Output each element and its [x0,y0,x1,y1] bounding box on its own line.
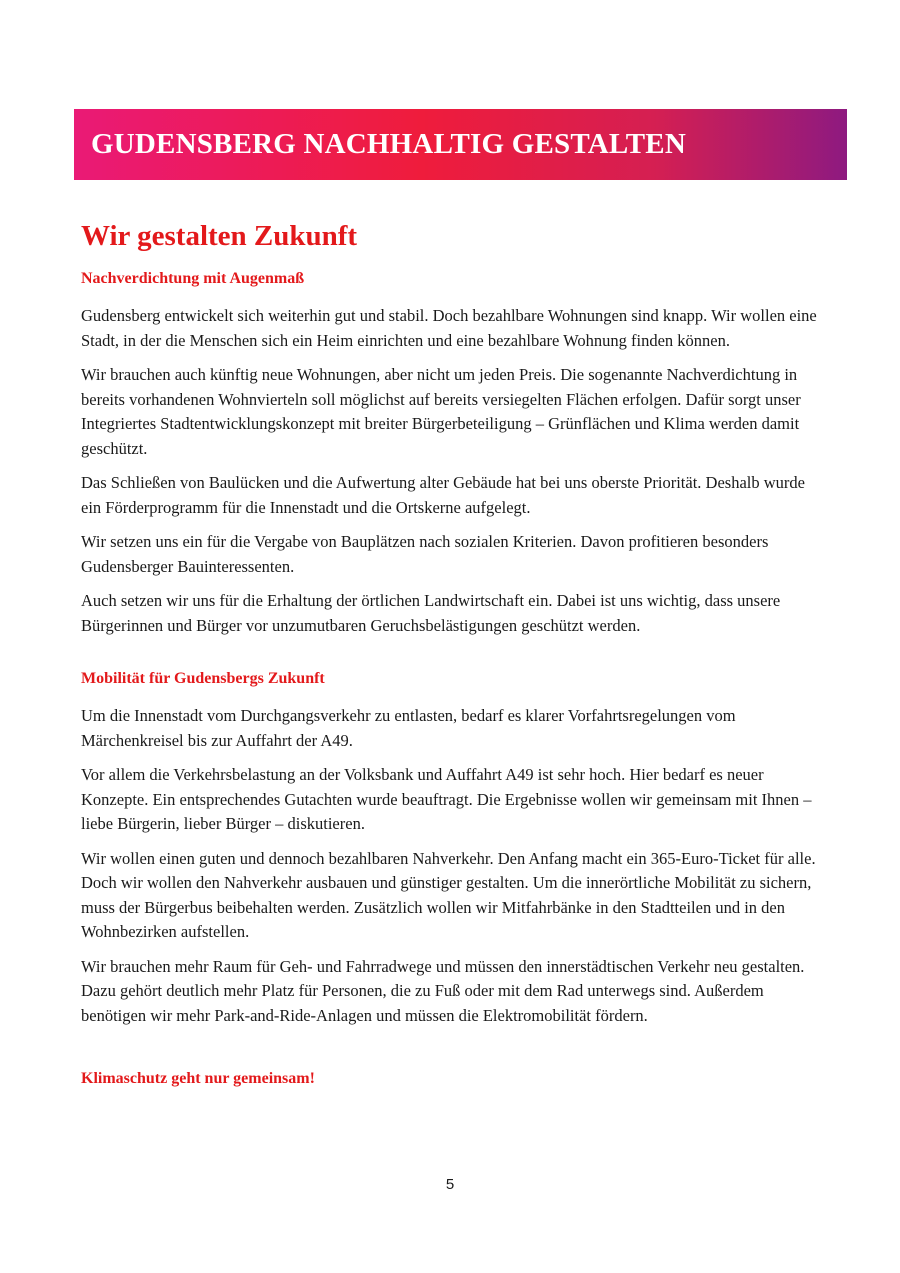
paragraph: Wir wollen einen guten und dennoch bezahlbaren Nahverkehr. Den Anfang macht ein 365-Euro-Ticket für alle. Doch wir wollen den Nahverkehr ausbauen und günstiger gestalten. Um die innerörtliche Mobilität zu sichern, muss der Bürgerbus beibehalten werden. Zusätzlich wollen wir Mitfahrbänke in den Stadtteilen und in den Wohnbezirken aufstellen. [81,848,816,941]
section-heading: Mobilität für Gudensbergs Zukunft [81,670,325,687]
paragraph: Auch setzen wir uns für die Erhaltung der örtlichen Landwirtschaft ein. Dabei ist uns wichtig, dass unsere Bürgerinnen und Bürger vor unzumutbaren Geruchsbelästigungen geschützt werden. [81,591,781,635]
paragraph: Gudensberg entwickelt sich weiterhin gut und stabil. Doch bezahlbare Wohnungen sind knapp. Wir wollen eine Stadt, in der die Menschen sich ein Heim einrichten und eine bezahlbare Wohnung finden können. [81,306,817,350]
paragraph: Vor allem die Verkehrsbelastung an der Volksbank und Auffahrt A49 ist sehr hoch. Hier bedarf es neuer Konzepte. Ein entsprechendes Gutachten wurde beauftragt. Die Ergebnisse wollen wir gemeinsam mit Ihnen – liebe Bürgerin, lieber Bürger – diskutieren. [81,765,812,833]
section-nachverdichtung [81,268,821,638]
paragraph: Das Schließen von Baulücken und die Aufwertung alter Gebäude hat bei uns oberste Priorität. Deshalb wurde ein Förderprogramm für die Innenstadt und die Ortskerne aufgelegt. [81,473,805,517]
banner-title: GUDENSBERG NACHHALTIG GESTALTEN [91,128,686,160]
page-number: 5 [445,1176,455,1193]
main-heading: Wir gestalten Zukunft [81,220,358,252]
section-mobilitaet [81,668,821,1028]
section-heading: Nachverdichtung mit Augenmaß [81,270,305,287]
paragraph: Um die Innenstadt vom Durchgangsverkehr zu entlasten, bedarf es klarer Vorfahrtsregelungen vom Märchenkreisel bis zur Auffahrt der A49. [81,706,736,750]
paragraph: Wir brauchen mehr Raum für Geh- und Fahrradwege und müssen den innerstädtischen Verkehr neu gestalten. Dazu gehört deutlich mehr Platz für Personen, die zu Fuß oder mit dem Rad unterwegs sind. Außerdem benötigen wir mehr Park-and-Ride-Anlagen und müssen die Elektromobilität fördern. [81,956,805,1025]
paragraph: Wir brauchen auch künftig neue Wohnungen, aber nicht um jeden Preis. Die sogenannte Nachverdichtung in bereits vorhandenen Wohnvierteln soll möglichst auf bereits versiegelten Flächen erfolgen. Dafür sorgt unser Integriertes Stadtentwicklungskonzept mit breiter Bürgerbeteiligung – Grünflächen und Klima werden damit geschützt. [81,365,801,458]
page-content [81,214,821,1104]
section-klimaschutz [81,1068,821,1090]
title-banner [74,109,847,180]
section-heading: Klimaschutz geht nur gemeinsam! [81,1070,315,1087]
paragraph: Wir setzen uns ein für die Vergabe von Bauplätzen nach sozialen Kriterien. Davon profitieren besonders Gudensberger Bauinteressenten. [81,532,769,576]
